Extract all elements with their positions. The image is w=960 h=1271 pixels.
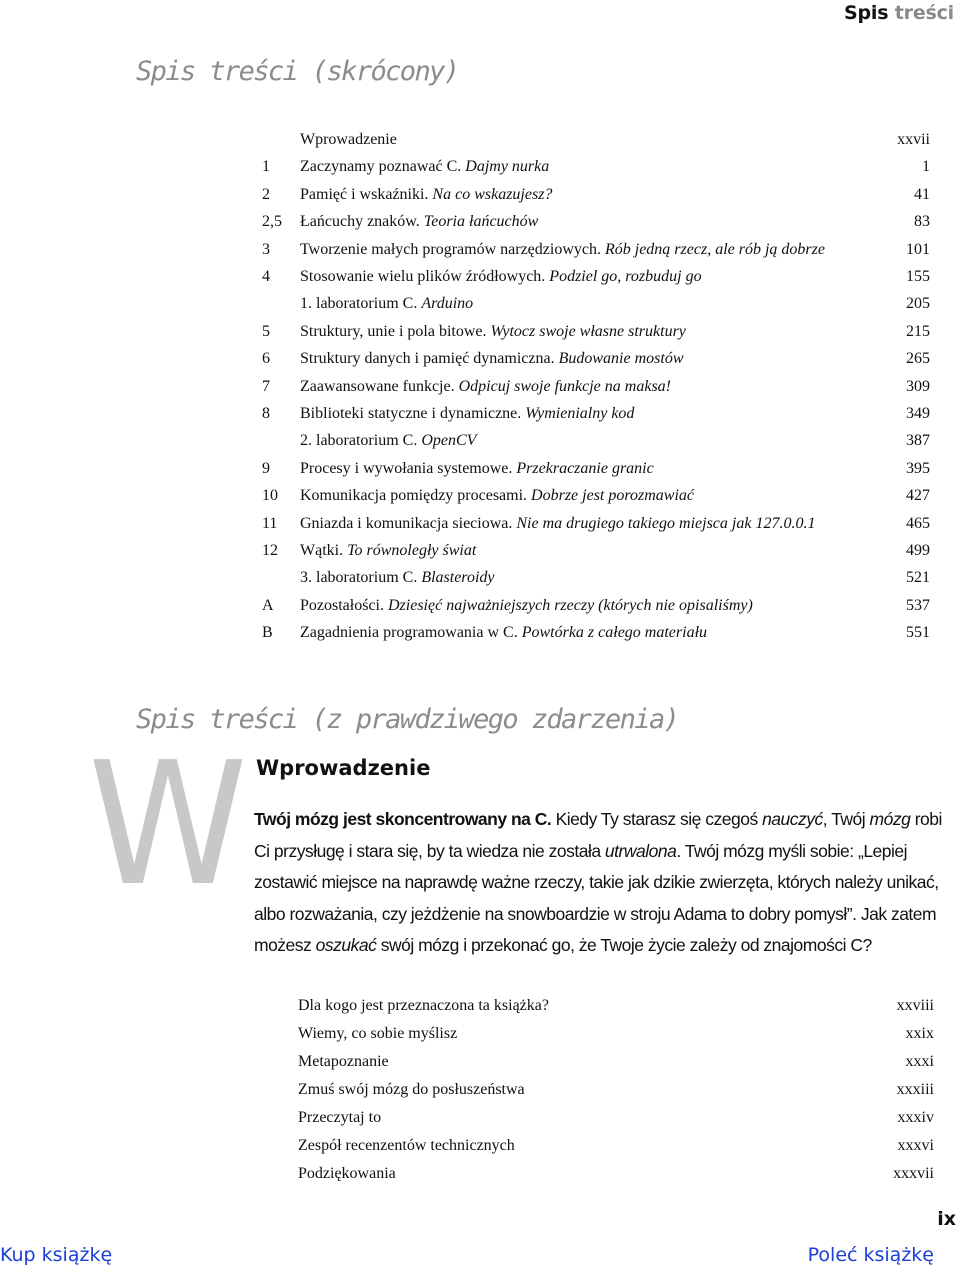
intro-italic-1: nauczyć — [762, 809, 823, 829]
chapter-title-main: Komunikacja pomiędzy procesami. — [300, 487, 532, 505]
toc-row — [262, 377, 930, 397]
chapter-title — [300, 459, 654, 479]
page-ref: xxxi — [905, 1053, 934, 1070]
front-toc-title: Dla kogo jest przeznaczona ta książka? — [298, 997, 549, 1014]
intro-heading: Wprowadzenie — [256, 756, 431, 780]
chapter-number: 8 — [262, 405, 270, 422]
page-ref: 349 — [906, 405, 930, 422]
page-ref: xxxiii — [896, 1081, 934, 1098]
toc-row — [262, 185, 930, 205]
short-toc-title: Spis treści (skrócony) — [136, 56, 459, 87]
page-ref: 387 — [906, 432, 930, 450]
chapter-subtitle: Rób jedną rzecz, ale rób ją dobrze — [604, 240, 825, 258]
chapter-subtitle: Nie ma drugiego takiego miejsca jak 127.0.0.1 — [516, 514, 816, 532]
chapter-title-main: Procesy i wywołania systemowe. — [300, 459, 517, 477]
chapter-title-main: Tworzenie małych programów narzędziowych. — [300, 240, 605, 258]
chapter-subtitle: Powtórka z całego materiału — [521, 624, 708, 642]
chapter-title — [300, 486, 694, 506]
chapter-title — [300, 404, 634, 424]
front-toc-row — [298, 1024, 934, 1044]
chapter-number: 1 — [262, 158, 270, 176]
front-toc-row — [298, 1080, 934, 1100]
page-ref: 41 — [914, 185, 930, 203]
chapter-title-main: 1. laboratorium C. — [300, 295, 422, 313]
chapter-title-main: Zagadnienia programowania w C. — [300, 624, 522, 642]
chapter-number: A — [262, 596, 274, 614]
chapter-title-main: Gniazda i komunikacja sieciowa. — [300, 514, 517, 532]
chapter-subtitle: Arduino — [421, 295, 474, 313]
front-toc-row — [298, 996, 934, 1016]
chapter-title-main: Struktury danych i pamięć dynamiczna. — [300, 350, 559, 368]
chapter-subtitle: Blasteroidy — [421, 569, 495, 587]
chapter-number: 2,5 — [262, 213, 282, 231]
chapter-title — [300, 185, 552, 205]
intro-text-3: robi Ci przysługę i stara się, by ta wiedza nie została — [254, 809, 942, 861]
chapter-title-main: Biblioteki statyczne i dynamiczne. — [300, 405, 526, 422]
chapter-number: 6 — [262, 350, 270, 368]
chapter-title-main: Wątki. — [300, 542, 348, 559]
toc-row — [262, 212, 930, 232]
chapter-subtitle: Teoria łańcuchów — [423, 213, 539, 231]
chapter-subtitle: Odpicuj swoje funkcje na maksa! — [458, 377, 671, 395]
chapter-title-main: Zaawansowane funkcje. — [300, 377, 459, 395]
front-toc-row — [298, 1136, 934, 1156]
chapter-title-main: 3. laboratorium C. — [300, 569, 422, 587]
chapter-subtitle: OpenCV — [421, 432, 477, 450]
chapter-number: 7 — [262, 377, 270, 395]
page-ref: xxxvii — [893, 1165, 934, 1182]
chapter-title — [300, 322, 686, 342]
intro-text-4: . Twój mózg myśli sobie: „Lepiej zostawić miejsce na naprawdę ważne rzeczy, takie jak dzikie zwierzęta, których należy unikać, albo rozważania, czy jeżdżenie na snowboardzie w stroju Adama to dobry pomysł”. Jak zatem możesz — [254, 840, 939, 955]
chapter-title — [300, 623, 707, 643]
chapter-title — [300, 157, 549, 177]
chapter-title-main: Pamięć i wskaźniki. — [300, 185, 433, 203]
chapter-title-main: Łańcuchy znaków. — [300, 213, 424, 231]
chapter-title-main: 2. laboratorium C. — [300, 432, 422, 450]
chapter-title — [300, 130, 397, 150]
running-head-light: treści — [894, 2, 954, 24]
intro-paragraph — [254, 804, 944, 962]
page-ref: xxxvi — [897, 1137, 934, 1154]
front-toc-title: Wiemy, co sobie myślisz — [298, 1025, 458, 1042]
chapter-subtitle: Budowanie mostów — [558, 350, 684, 368]
page-ref: 499 — [906, 542, 930, 559]
chapter-title — [300, 541, 476, 561]
front-toc-row — [298, 1164, 934, 1184]
toc-row — [262, 130, 930, 150]
page-ref: 551 — [906, 624, 930, 642]
page-ref: 537 — [906, 596, 930, 614]
page-ref: 465 — [906, 514, 930, 532]
front-toc-title: Przeczytaj to — [298, 1109, 382, 1126]
page-ref: xxvii — [897, 131, 930, 148]
intro-italic-3: utrwalona — [604, 840, 677, 861]
chapter-title-main: Struktury, unie i pola bitowe. — [300, 322, 491, 340]
chapter-subtitle: Podziel go, rozbuduj go — [549, 268, 702, 285]
intro-text-1: Kiedy Ty starasz się czegoś — [551, 809, 763, 829]
chapter-number: 5 — [262, 322, 270, 340]
toc-row — [262, 623, 930, 643]
chapter-title-main: Wprowadzenie — [300, 131, 397, 148]
chapter-title-main: Stosowanie wielu plików źródłowych. — [300, 268, 550, 285]
toc-row — [262, 568, 930, 588]
chapter-number: 12 — [262, 542, 278, 559]
front-toc-title: Zespół recenzentów technicznych — [298, 1137, 515, 1154]
toc-row — [262, 459, 930, 479]
page-ref: 1 — [922, 158, 930, 176]
chapter-subtitle: Wymienialny kod — [525, 405, 635, 422]
intro-text-5: swój mózg i przekonać go, że Twoje życie zależy od znajomości C? — [376, 935, 872, 955]
page-ref: 309 — [906, 377, 930, 395]
chapter-title — [300, 240, 825, 260]
front-toc-row — [298, 1108, 934, 1128]
toc-row — [262, 431, 930, 451]
chapter-title-main: Pozostałości. — [300, 596, 388, 614]
chapter-title — [300, 514, 815, 534]
page-ref: 83 — [914, 213, 930, 231]
intro-italic-4: oszukać — [315, 935, 377, 955]
buy-book-link[interactable]: Kup książkę — [0, 1244, 113, 1266]
chapter-subtitle: Na co wskazujesz? — [432, 185, 553, 203]
page-ref: 395 — [906, 459, 930, 477]
full-toc-title: Spis treści (z prawdziwego zdarzenia) — [136, 704, 679, 735]
chapter-number: 11 — [262, 514, 278, 532]
page-ref: 155 — [906, 268, 930, 285]
page-ref: 205 — [906, 295, 930, 313]
chapter-title — [300, 212, 538, 232]
chapter-number: 10 — [262, 487, 278, 505]
toc-row — [262, 514, 930, 534]
chapter-title — [300, 596, 753, 616]
page-ref: xxviii — [896, 997, 934, 1014]
chapter-subtitle: Dziesięć najważniejszych rzeczy (których nie opisaliśmy) — [388, 596, 753, 614]
page-number: ix — [937, 1208, 956, 1230]
page-ref: xxix — [905, 1025, 934, 1042]
intro-bold-lead: Twój mózg jest skoncentrowany na C. — [254, 809, 552, 829]
page-ref: 521 — [906, 569, 930, 587]
chapter-title — [300, 267, 702, 287]
toc-row — [262, 349, 930, 369]
page-ref: 427 — [906, 487, 930, 505]
recommend-book-link[interactable]: Poleć książkę — [807, 1244, 934, 1266]
toc-row — [262, 240, 930, 260]
chapter-subtitle: Wytocz swoje własne struktury — [490, 322, 686, 340]
front-toc-title: Zmuś swój mózg do posłuszeństwa — [298, 1081, 525, 1098]
toc-row — [262, 322, 930, 342]
intro-italic-2: mózg — [869, 809, 911, 829]
toc-row — [262, 541, 930, 561]
page-ref: 215 — [906, 322, 930, 340]
chapter-title — [300, 349, 683, 369]
page-ref: 101 — [906, 240, 930, 258]
chapter-subtitle: To równoległy świat — [347, 542, 477, 559]
chapter-number: 2 — [262, 185, 270, 203]
toc-row — [262, 404, 930, 424]
chapter-number: 9 — [262, 459, 270, 477]
toc-row — [262, 486, 930, 506]
drop-cap: W — [88, 726, 241, 924]
front-toc-title: Podziękowania — [298, 1165, 396, 1182]
chapter-subtitle: Dajmy nurka — [465, 158, 550, 176]
toc-row — [262, 267, 930, 287]
chapter-number: B — [262, 624, 273, 642]
front-toc-title: Metapoznanie — [298, 1053, 389, 1070]
chapter-number: 3 — [262, 240, 270, 258]
page-ref: xxxiv — [897, 1109, 934, 1126]
running-head-bold: Spis — [844, 2, 889, 24]
chapter-number: 4 — [262, 268, 270, 285]
intro-text-2: , Twój — [822, 809, 870, 829]
chapter-subtitle: Dobrze jest porozmawiać — [531, 487, 695, 505]
chapter-title — [300, 568, 494, 588]
toc-row — [262, 596, 930, 616]
chapter-title — [300, 294, 473, 314]
chapter-title — [300, 431, 476, 451]
page-ref: 265 — [906, 350, 930, 368]
toc-row — [262, 294, 930, 314]
running-head — [844, 2, 954, 24]
chapter-title — [300, 377, 671, 397]
front-toc-row — [298, 1052, 934, 1072]
chapter-title-main: Zaczynamy poznawać C. — [300, 158, 466, 176]
chapter-subtitle: Przekraczanie granic — [516, 459, 654, 477]
toc-row — [262, 157, 930, 177]
